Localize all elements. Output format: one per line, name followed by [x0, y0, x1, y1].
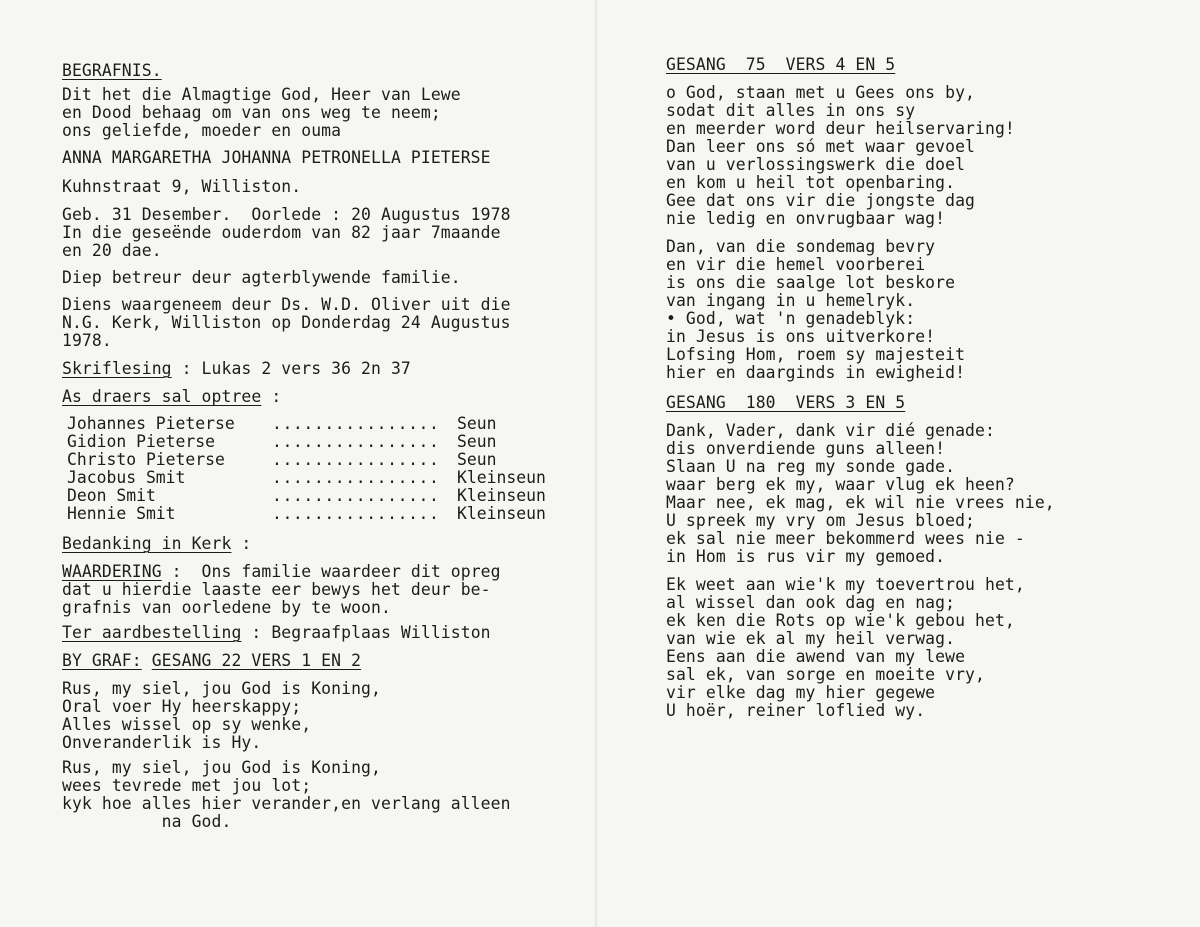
hymn75-title: GESANG 75 VERS 4 EN 5: [666, 55, 896, 74]
appreciation-line: WAARDERING : Ons familie waardeer dit opreg: [62, 562, 501, 581]
page-fold: [594, 0, 598, 927]
hymn-line: Dank, Vader, dank vir dié genade:: [666, 421, 995, 440]
grave-hymn: GESANG 22 VERS 1 EN 2: [151, 651, 362, 670]
hymn-line: en vir die hemel voorberei: [666, 255, 926, 274]
hymn-line: Eens aan die awend van my lewe: [666, 647, 966, 666]
bearers-heading: As draers sal optree :: [62, 387, 282, 406]
bearer-row: Gidion Pieterse ................ Seun: [67, 432, 497, 451]
dates-line: Geb. 31 Desember. Oorlede : 20 Augustus 1978: [62, 205, 511, 224]
dates-line: en 20 dae.: [62, 241, 162, 260]
appreciation-label: WAARDERING: [62, 562, 162, 581]
hymn-line: o God, staan met u Gees ons by,: [666, 83, 976, 102]
hymn-line: Lofsing Hom, roem sy majesteit: [666, 345, 966, 364]
scripture-reading: [62, 360, 411, 378]
appreciation-line: grafnis van oorledene by te woon.: [62, 598, 391, 617]
hymn-line: U hoër, reiner loflied wy.: [666, 701, 926, 720]
hymn-line: nie ledig en onvrugbaar wag!: [666, 209, 946, 228]
hymn-line: ek ken die Rots op wie'k gebou het,: [666, 611, 1015, 630]
hymn-line: en meerder word deur heilservaring!: [666, 119, 1015, 138]
hymn-line: U spreek my vry om Jesus bloed;: [666, 511, 976, 530]
burial-label: Ter aardbestelling: [62, 623, 242, 642]
hymn-line: al wissel dan ook dag en nag;: [666, 593, 956, 612]
burial-line: Ter aardbestelling : Begraafplaas Williston: [62, 623, 491, 642]
deceased-name: ANNA MARGARETHA JOHANNA PETRONELLA PIETERSE: [62, 148, 491, 167]
service-line: N.G. Kerk, Williston op Donderdag 24 Augustus: [62, 313, 511, 332]
bearer-row: Johannes Pieterse ................ Seun: [67, 414, 497, 433]
hymn-line: sal ek, van sorge en moeite vry,: [666, 665, 985, 684]
hymn-line: ek sal nie meer bekommerd wees nie -: [666, 529, 1025, 548]
hymn-line: sodat dit alles in ons sy: [666, 101, 916, 120]
hymn-line: Dan leer ons só met waar gevoel: [666, 137, 976, 156]
hymn-line: Maar nee, ek mag, ek wil nie vrees nie,: [666, 493, 1055, 512]
hymn-line: na God.: [62, 812, 232, 831]
hymn-line: van ingang in u hemelryk.: [666, 291, 916, 310]
bearer-row: Hennie Smit ................ Kleinseun: [67, 504, 546, 523]
hymn-line: in Hom is rus vir my gemoed.: [666, 547, 946, 566]
mourned-line: Diep betreur deur agterblywende familie.: [62, 268, 461, 287]
grave-hymn-heading: [62, 652, 361, 670]
reading-label: Skriflesing: [62, 359, 172, 378]
hymn-line: Slaan U na reg my sonde gade.: [666, 457, 956, 476]
grave-label: BY GRAF:: [62, 651, 142, 670]
reading-text: : Lukas 2 vers 36 2n 37: [171, 359, 411, 378]
service-line: 1978.: [62, 331, 112, 350]
dates-line: In die geseënde ouderdom van 82 jaar 7maande: [62, 223, 501, 242]
bearers-label: As draers sal optree: [62, 387, 262, 406]
bearer-row: Deon Smit ................ Kleinseun: [67, 486, 546, 505]
hymn-line: dis onverdiende guns alleen!: [666, 439, 946, 458]
bearer-row: Christo Pieterse ................ Seun: [67, 450, 497, 469]
hymn-line: Oral voer Hy heerskappy;: [62, 697, 302, 716]
intro-line: ons geliefde, moeder en ouma: [62, 121, 342, 140]
hymn-line: is ons die saalge lot beskore: [666, 273, 956, 292]
thanks-label: Bedanking in Kerk: [62, 534, 232, 553]
service-line: Diens waargeneem deur Ds. W.D. Oliver uit die: [62, 295, 511, 314]
hymn-line: Dan, van die sondemag bevry: [666, 237, 936, 256]
hymn-line: wees tevrede met jou lot;: [62, 776, 312, 795]
hymn180-title: GESANG 180 VERS 3 EN 5: [666, 393, 906, 412]
hymn-line: Gee dat ons vir die jongste dag: [666, 191, 976, 210]
bearer-row: Jacobus Smit ................ Kleinseun: [67, 468, 546, 487]
hymn-line: vir elke dag my hier gegewe: [666, 683, 936, 702]
hymn-line: van wie ek al my heil verwag.: [666, 629, 956, 648]
address: Kuhnstraat 9, Williston.: [62, 177, 302, 196]
hymn-line: Rus, my siel, jou God is Koning,: [62, 758, 381, 777]
appreciation-line: dat u hierdie laaste eer bewys het deur be-: [62, 580, 491, 599]
hymn-line: en kom u heil tot openbaring.: [666, 173, 956, 192]
hymn-line: van u verlossingswerk die doel: [666, 155, 966, 174]
hymn-line: Alles wissel op sy wenke,: [62, 715, 312, 734]
hymn-line: • God, wat 'n genadeblyk:: [666, 309, 916, 328]
hymn-line: kyk hoe alles hier verander,en verlang alleen: [62, 794, 511, 813]
hymn-line: Rus, my siel, jou God is Koning,: [62, 679, 381, 698]
thanks-heading: Bedanking in Kerk :: [62, 534, 252, 553]
intro-line: en Dood behaag om van ons weg te neem;: [62, 103, 441, 122]
hymn-line: waar berg ek my, waar vlug ek heen?: [666, 475, 1015, 494]
heading: BEGRAFNIS.: [62, 61, 162, 80]
hymn-line: Onveranderlik is Hy.: [62, 733, 262, 752]
hymn-line: in Jesus is ons uitverkore!: [666, 327, 936, 346]
hymn-line: Ek weet aan wie'k my toevertrou het,: [666, 575, 1025, 594]
intro-line: Dit het die Almagtige God, Heer van Lewe: [62, 85, 461, 104]
hymn-line: hier en daarginds in ewigheid!: [666, 363, 966, 382]
